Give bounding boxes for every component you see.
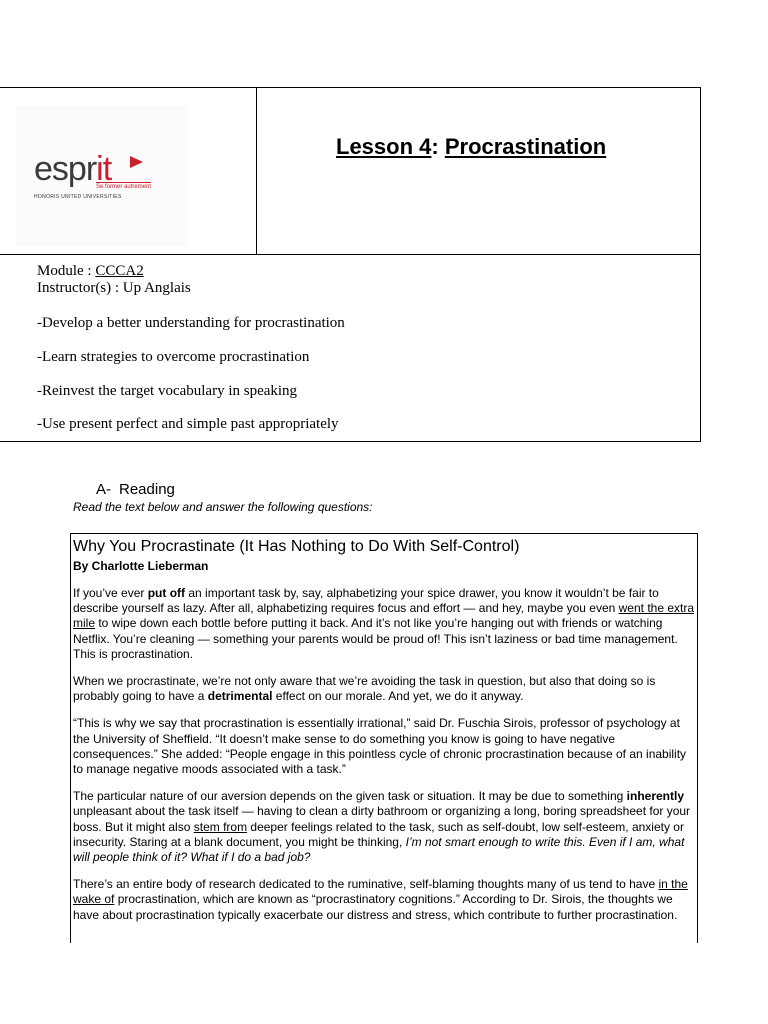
logo-subtitle: HONORIS UNITED UNIVERSITIES [34, 194, 122, 200]
section-label: A- [96, 481, 111, 498]
module-label: Module : [37, 263, 96, 279]
vocab-term: went the extra mile [73, 601, 695, 631]
objective-item: -Learn strategies to overcome procrastination [37, 349, 310, 365]
header-horizontal-divider [0, 254, 700, 255]
article-box [70, 533, 698, 943]
course-info [37, 263, 191, 297]
module-value: CCCA2 [95, 263, 144, 279]
reading-instruction: Read the text below and answer the following questions: [73, 500, 373, 514]
section-title: Reading [119, 481, 175, 498]
article-body [73, 586, 695, 935]
lesson-title [336, 134, 606, 160]
logo-word-part: espr [34, 150, 97, 188]
vocab-term: put off [147, 586, 186, 600]
article-paragraph: When we procrastinate, we’re not only aware that we’re avoiding the task in question, but also that doing so is probably going to have a detrimental effect on our morale. And yet, we do it anyway. [73, 674, 656, 704]
section-heading [96, 481, 175, 498]
objective-item: -Develop a better understanding for procrastination [37, 315, 345, 331]
vocab-term: inherently [626, 789, 685, 804]
lesson-header-table [0, 87, 701, 442]
logo-word-accent: it [96, 150, 112, 188]
instructor-line: Instructor(s) : Up Anglais [37, 280, 191, 296]
lesson-topic: Procrastination [444, 134, 607, 159]
vocab-term: stem from [193, 819, 248, 834]
header-vertical-divider [256, 88, 257, 254]
lesson-number: Lesson 4 [336, 134, 432, 159]
article-title: Why You Procrastinate (It Has Nothing to Do With Self-Control) [73, 538, 520, 555]
vocab-term: in the wake of [73, 877, 688, 907]
article-paragraph: There’s an entire body of research dedicated to the ruminative, self-blaming thoughts many of us tend to have in the wake of procrastination, which are known as “procrastinatory cognitions.” According to Dr. Sirois, the thoughts we have about procrastination typically exacerbate our distress and stress, which contribute to further procrastination. [73, 877, 688, 922]
logo-tagline: Se former autrement [96, 184, 152, 190]
objective-item: -Use present perfect and simple past appropriately [37, 416, 339, 432]
lesson-separator: : [431, 134, 445, 159]
article-paragraph: The particular nature of our aversion depends on the given task or situation. It may be due to something inherently unpleasant about the task itself — having to clean a dirty bathroom or organizing a long, boring spreadsheet for your boss. But it might also stem from deeper feelings related to the task, such as self-doubt, low self-esteem, anxiety or insecurity. Staring at a blank document, you might be thinking, I’m not smart enough to write this. Even if I am, what will people think of it? What if I do a bad job? [73, 789, 691, 865]
vocab-term: detrimental [207, 689, 273, 704]
italic-quote: I’m not smart enough to write this. Even if I am, what will people think of it? What if I do a bad job? [73, 834, 685, 865]
logo-flag-icon [130, 156, 143, 168]
article-paragraph: “This is why we say that procrastination is essentially irrational,” said Dr. Fuschia Sirois, professor of psychology at the University of Sheffield. “It doesn’t make sense to do something you know is going to have negative consequences.” She added: “People engage in this pointless cycle of chronic procrastination because of an inability to manage negative moods associated with a task.” [73, 716, 687, 777]
esprit-logo [16, 106, 188, 246]
module-line [37, 263, 191, 280]
objective-item: -Reinvest the target vocabulary in speaking [37, 383, 298, 399]
article-byline: By Charlotte Lieberman [73, 559, 209, 573]
article-paragraph: If you’ve ever put off an important task by, say, alphabetizing your spice drawer, you know it wouldn’t be fair to describe yourself as lazy. After all, alphabetizing requires focus and effort — and hey, maybe you even went the extra mile to wipe down each bottle before putting it back. And it’s not like you’re hanging out with friends or watching Netflix. You’re cleaning — something your parents would be proud of! This isn’t laziness or bad time management. This is procrastination. [73, 586, 695, 661]
